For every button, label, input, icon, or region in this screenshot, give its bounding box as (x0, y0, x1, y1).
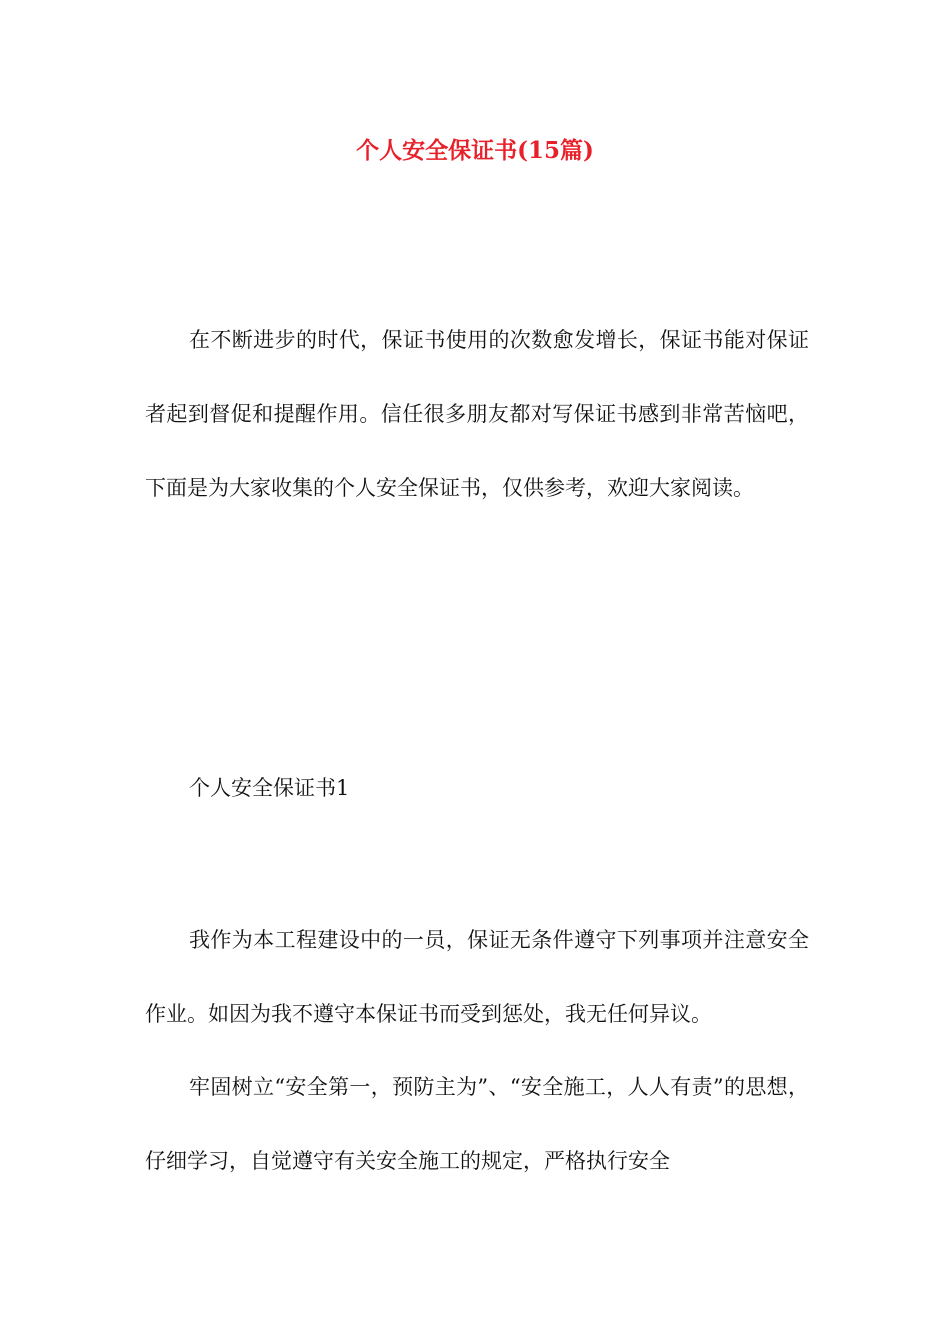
document-title: 个人安全保证书(15篇) (356, 137, 594, 164)
intro-paragraph: 在不断进步的时代，保证书使用的次数愈发增长，保证书能对保证者起到督促和提醒作用。信任很多朋友都对写保证书感到非常苦恼吧，下面是为大家收集的个人安全保证书，仅供参考，欢迎大家阅读。 (145, 328, 809, 500)
body-paragraph: 牢固树立“安全第一，预防主为”、“安全施工，人人有责”的思想，仔细学习，自觉遵守有关安全施工的规定，严格执行安全 (145, 1075, 809, 1173)
section-heading: 个人安全保证书1 (189, 776, 350, 800)
body-paragraph: 我作为本工程建设中的一员，保证无条件遵守下列事项并注意安全作业。如因为我不遵守本保证书而受到惩处，我无任何异议。 (145, 928, 809, 1026)
